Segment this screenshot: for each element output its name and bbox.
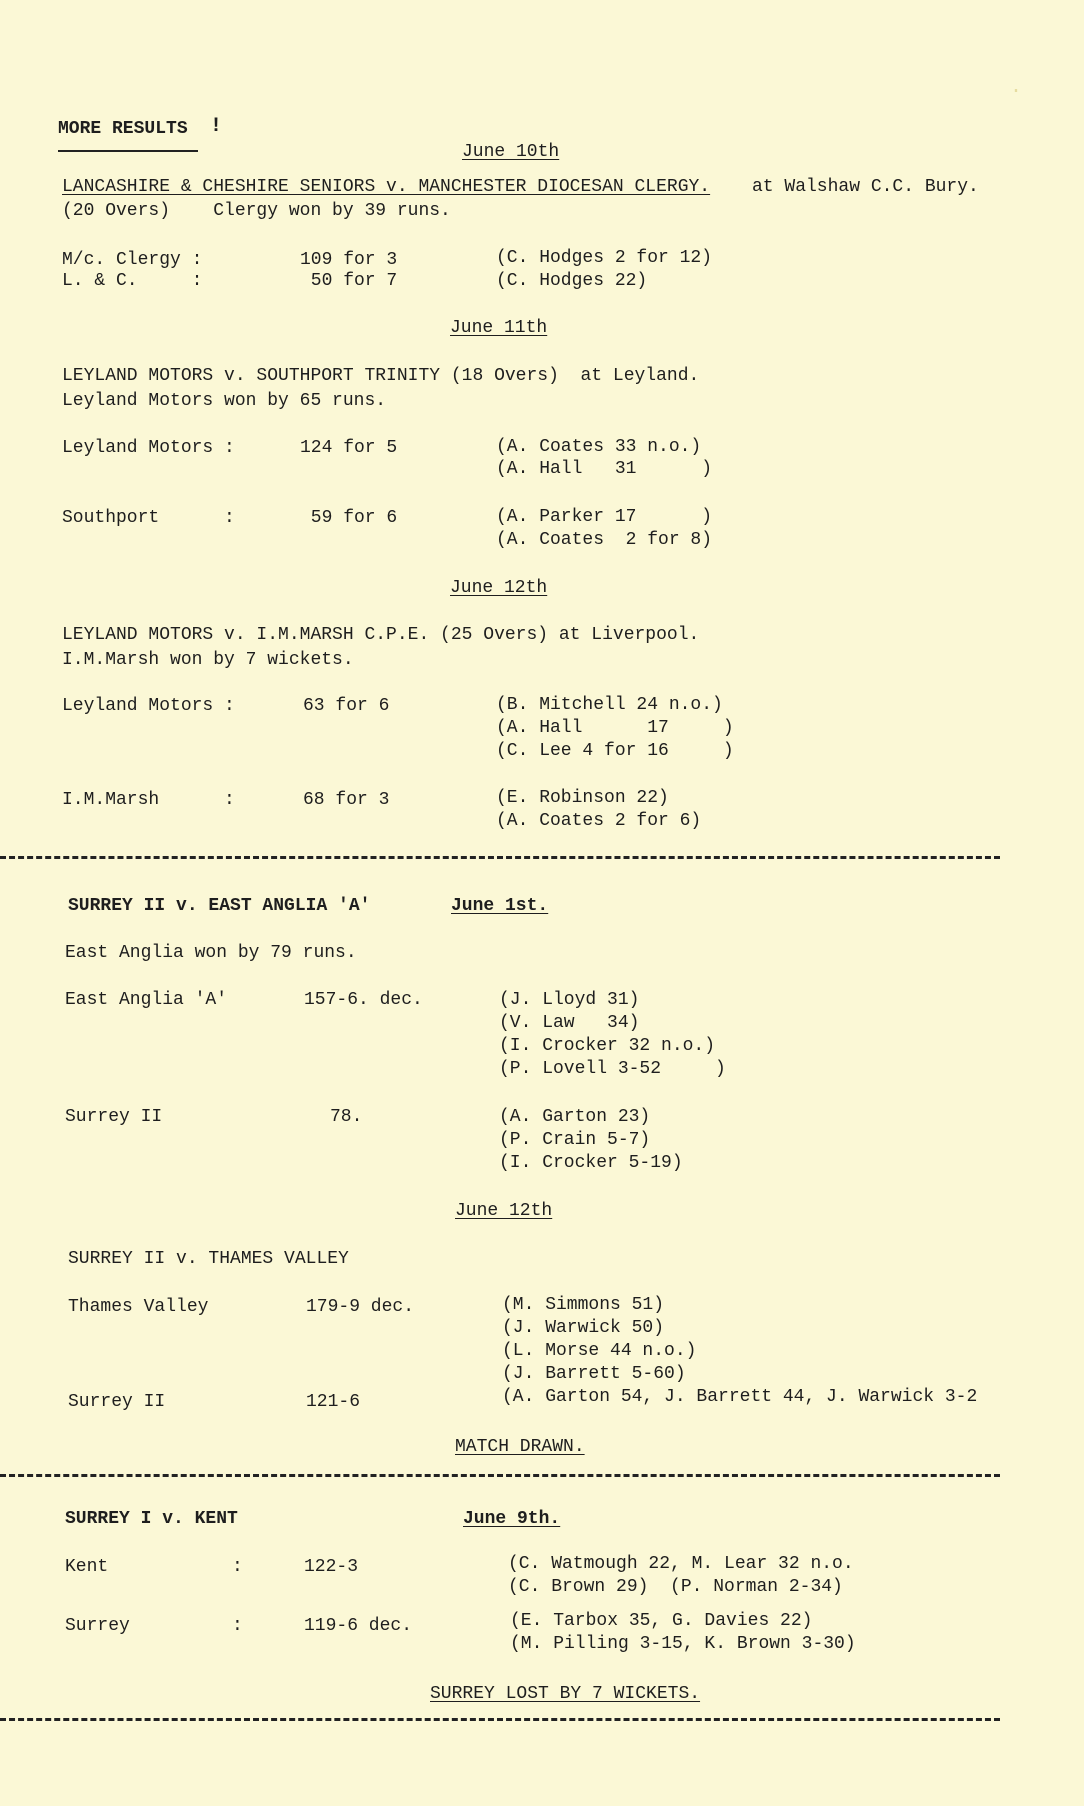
player-note: (A. Coates 33 n.o.) xyxy=(496,437,702,457)
team-name: I.M.Marsh : xyxy=(62,790,235,810)
date-heading-june9: June 9th. xyxy=(463,1509,561,1529)
player-note: (A. Garton 54, J. Barrett 44, J. Warwick 3-2 xyxy=(502,1387,978,1407)
player-note: (V. Law 34) xyxy=(499,1013,640,1033)
player-note: (B. Mitchell 24 n.o.) xyxy=(496,695,723,715)
player-note: (A. Hall 17 ) xyxy=(496,718,734,738)
player-note: (I. Crocker 5-19) xyxy=(499,1153,683,1173)
player-note: (C. Watmough 22, M. Lear 32 n.o. xyxy=(508,1554,854,1574)
match-result-june10: (20 Overs) Clergy won by 39 runs. xyxy=(62,201,451,221)
team-colon: : xyxy=(232,1616,243,1636)
player-note: (E. Robinson 22) xyxy=(496,788,669,808)
team-name: Kent xyxy=(65,1557,109,1577)
team-score: 119-6 dec. xyxy=(304,1616,413,1636)
match-title-surrey-tv: SURREY II v. THAMES VALLEY xyxy=(68,1249,349,1269)
player-note: (E. Tarbox 35, G. Davies 22) xyxy=(510,1611,813,1631)
team-score: 157-6. dec. xyxy=(304,990,423,1010)
match-venue-june10: at Walshaw C.C. Bury. xyxy=(752,177,979,197)
match-result-surrey-ea: East Anglia won by 79 runs. xyxy=(65,943,357,963)
player-note: (C. Hodges 2 for 12) xyxy=(496,248,713,268)
player-note: (A. Coates 2 for 8) xyxy=(496,530,713,550)
team-name: Southport : xyxy=(62,508,235,528)
match-outcome-surrey-tv: MATCH DRAWN. xyxy=(455,1437,585,1457)
section-divider xyxy=(0,1718,1000,1721)
match-title-june12: LEYLAND MOTORS v. I.M.MARSH C.P.E. (25 Overs) at Liverpool. xyxy=(62,625,700,645)
date-heading-june12-tv: June 12th xyxy=(455,1201,553,1221)
player-note: (A. Parker 17 ) xyxy=(496,507,713,527)
team-score: 122-3 xyxy=(304,1557,359,1577)
title-exclamation: ! xyxy=(210,115,223,138)
team-name: Leyland Motors : xyxy=(62,696,235,716)
player-note: (M. Simmons 51) xyxy=(502,1295,665,1315)
player-note: (C. Brown 29) (P. Norman 2-34) xyxy=(508,1577,843,1597)
team-score: 109 for 3 xyxy=(300,250,398,270)
player-note: (J. Barrett 5-60) xyxy=(502,1364,686,1384)
player-note: (A. Hall 31 ) xyxy=(496,459,713,479)
team-name: L. & C. : xyxy=(62,271,203,291)
team-name: Surrey II xyxy=(68,1392,166,1412)
team-score: 78. xyxy=(330,1107,363,1127)
player-note: (I. Crocker 32 n.o.) xyxy=(499,1036,716,1056)
player-note: (A. Coates 2 for 6) xyxy=(496,811,702,831)
match-title-june10: LANCASHIRE & CHESHIRE SENIORS v. MANCHESTER DIOCESAN CLERGY. xyxy=(62,177,711,197)
match-title-surrey-kent: SURREY I v. KENT xyxy=(65,1509,238,1529)
team-name: Surrey xyxy=(65,1616,130,1636)
team-name: M/c. Clergy : xyxy=(62,250,203,270)
player-note: (L. Morse 44 n.o.) xyxy=(502,1341,697,1361)
team-score: 63 for 6 xyxy=(303,696,390,716)
section-divider xyxy=(0,856,1000,859)
date-heading-june10: June 10th xyxy=(462,142,560,162)
date-heading-june11: June 11th xyxy=(450,318,548,338)
team-name: Leyland Motors : xyxy=(62,438,235,458)
date-heading-june12: June 12th xyxy=(450,578,548,598)
player-note: (P. Lovell 3-52 ) xyxy=(499,1059,726,1079)
player-note: (P. Crain 5-7) xyxy=(499,1130,651,1150)
match-outcome-surrey-kent: SURREY LOST BY 7 WICKETS. xyxy=(430,1684,701,1704)
player-note: (C. Hodges 22) xyxy=(496,271,648,291)
team-score: 124 for 5 xyxy=(300,438,398,458)
team-colon: : xyxy=(232,1557,243,1577)
team-name: East Anglia 'A' xyxy=(65,990,228,1010)
match-result-june12: I.M.Marsh won by 7 wickets. xyxy=(62,650,354,670)
match-title-surrey-ea: SURREY II v. EAST ANGLIA 'A' xyxy=(68,896,371,916)
team-name: Surrey II xyxy=(65,1107,163,1127)
team-score: 68 for 3 xyxy=(303,790,390,810)
team-name: Thames Valley xyxy=(68,1297,209,1317)
team-score: 179-9 dec. xyxy=(306,1297,415,1317)
date-heading-june1: June 1st. xyxy=(451,896,549,916)
match-result-june11: Leyland Motors won by 65 runs. xyxy=(62,391,387,411)
team-score: 50 for 7 xyxy=(300,271,398,291)
paper-mark: · xyxy=(1010,80,1023,103)
player-note: (A. Garton 23) xyxy=(499,1107,651,1127)
title-underline xyxy=(58,150,198,152)
player-note: (J. Warwick 50) xyxy=(502,1318,665,1338)
match-title-june11: LEYLAND MOTORS v. SOUTHPORT TRINITY (18 Overs) at Leyland. xyxy=(62,366,700,386)
team-score: 59 for 6 xyxy=(300,508,398,528)
player-note: (M. Pilling 3-15, K. Brown 3-30) xyxy=(510,1634,856,1654)
player-note: (C. Lee 4 for 16 ) xyxy=(496,741,734,761)
page-title: MORE RESULTS xyxy=(58,119,188,139)
team-score: 121-6 xyxy=(306,1392,361,1412)
section-divider xyxy=(0,1474,1000,1477)
player-note: (J. Lloyd 31) xyxy=(499,990,640,1010)
